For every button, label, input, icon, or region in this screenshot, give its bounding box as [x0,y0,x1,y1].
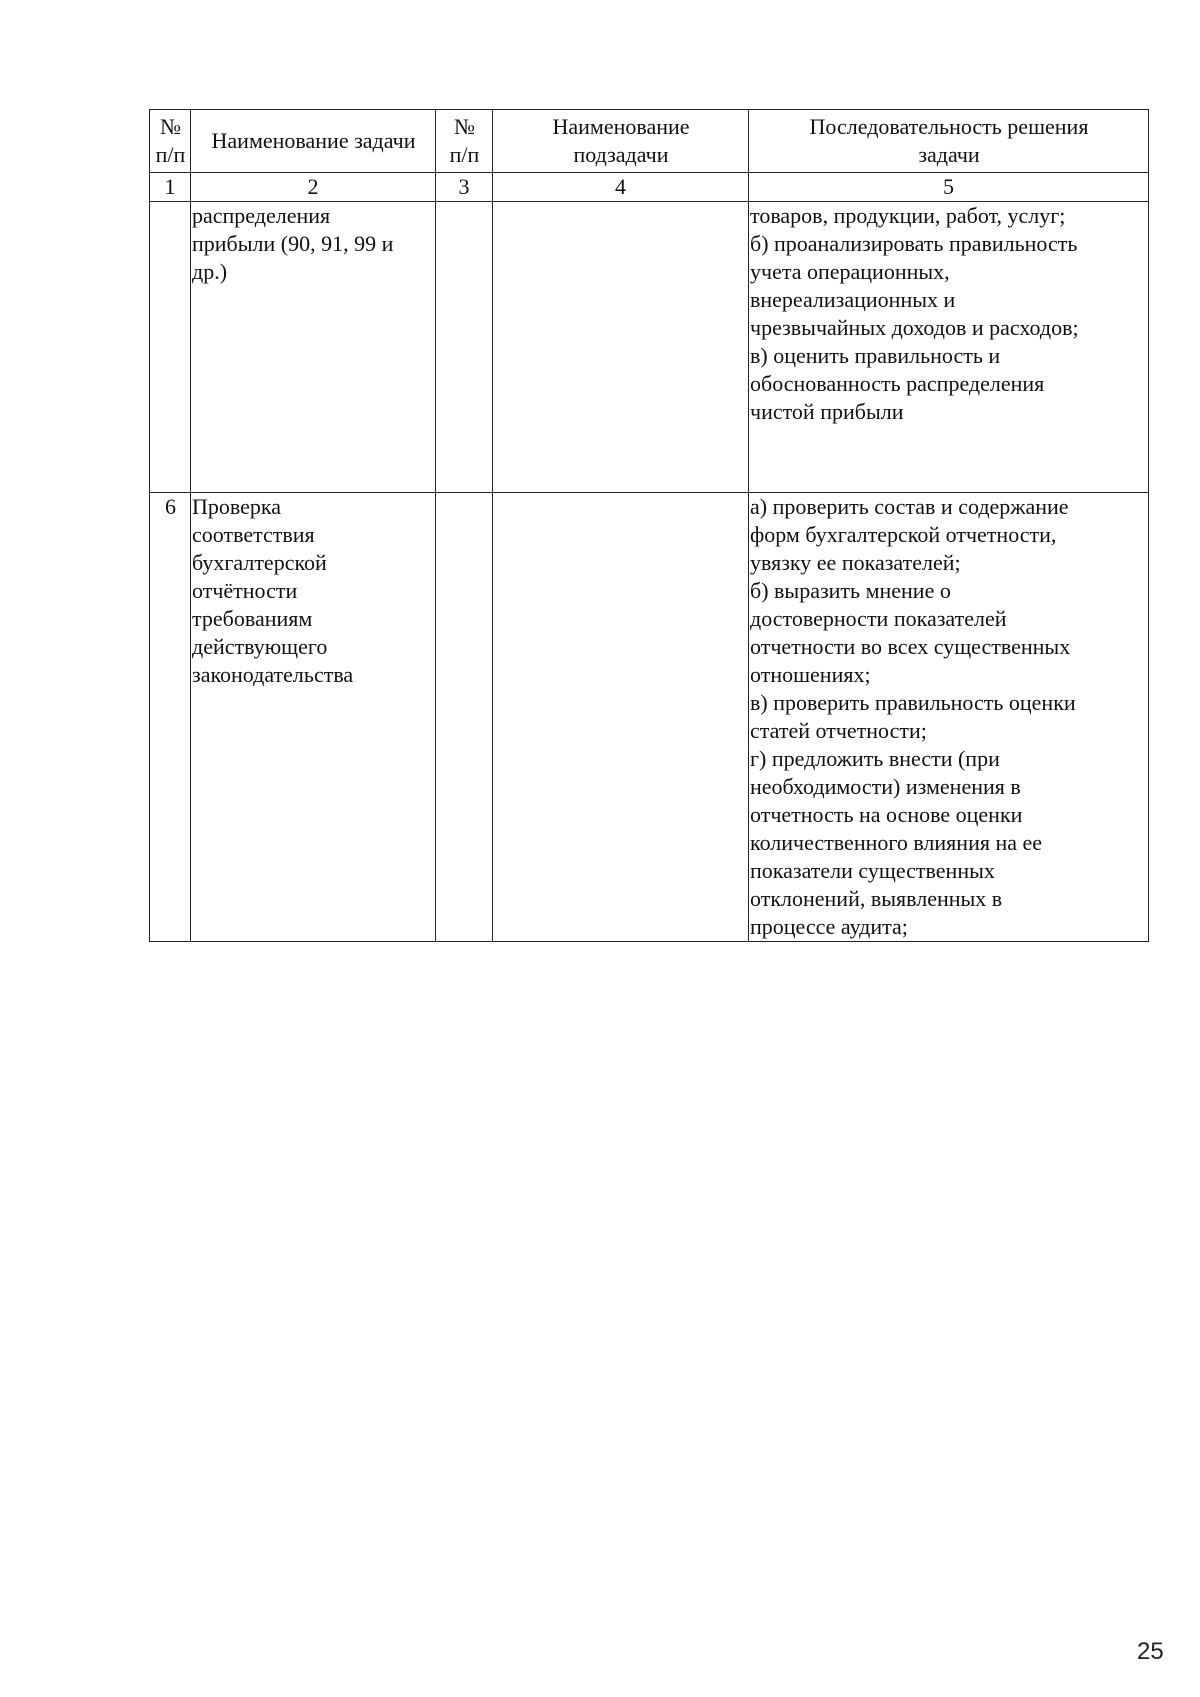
task-name-cell: Проверка соответствия бухгалтерской отчётности требованиям действующего законодательства [191,493,436,942]
sequence-cell: а) проверить состав и содержание форм бухгалтерской отчетности, увязку ее показателей; б) выразить мнение о достоверности показателей отчетности во всех существенных отношениях; в) проверить правильность оценки статей отчетности; г) предложить внести (при необходимости) изменения в отчетность на основе оценки количественного влияния на ее показатели существенных отклонений, выявленных в процессе аудита; [749,493,1149,942]
header-row [150,110,1149,173]
column-number-row [150,173,1149,202]
header-sequence: Последовательность решения задачи [749,110,1149,173]
sub-num-cell [436,493,493,942]
sub-num-cell [436,202,493,493]
subtask-name-cell [493,202,749,493]
column-number: 3 [436,173,493,202]
header-subtask-name: Наименование подзадачи [493,110,749,173]
column-number: 5 [749,173,1149,202]
sequence-cell: товаров, продукции, работ, услуг; б) проанализировать правильность учета операционных, внереализационных и чрезвычайных доходов и расходов; в) оценить правильность и обоснованность распределения чистой прибыли [749,202,1149,493]
subtask-name-cell [493,493,749,942]
column-number: 1 [150,173,191,202]
row-num-cell [150,202,191,493]
header-num: № п/п [150,110,191,173]
tasks-table [149,109,1149,942]
task-name-cell: распределения прибыли (90, 91, 99 и др.) [191,202,436,493]
column-number: 2 [191,173,436,202]
header-sub-num: № п/п [436,110,493,173]
row-num-cell: 6 [150,493,191,942]
table-row [150,493,1149,942]
page-number: 25 [1137,1638,1164,1665]
header-task-name: Наименование задачи [191,110,436,173]
table-row [150,202,1149,493]
column-number: 4 [493,173,749,202]
